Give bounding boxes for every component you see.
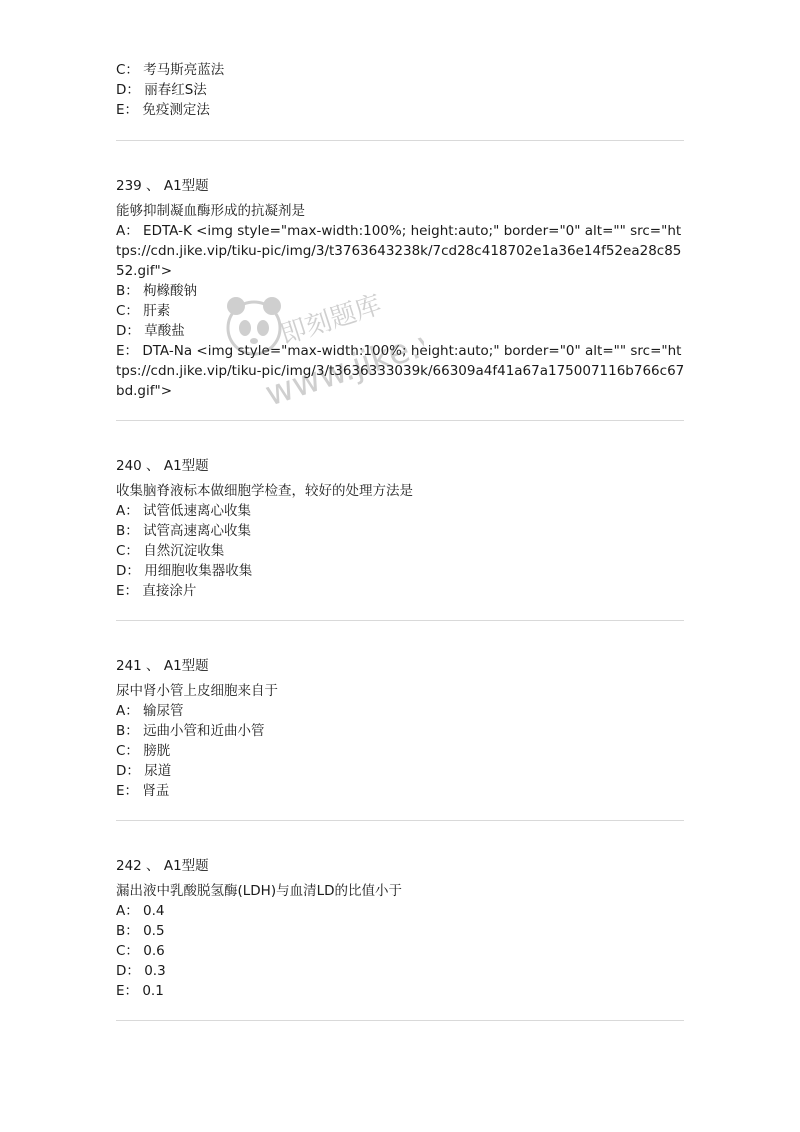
option-b: [116, 521, 686, 541]
question-header: 242 、 A1型题: [116, 858, 209, 874]
option-d: [116, 761, 686, 781]
option-text: 用细胞收集器收集: [144, 563, 253, 579]
question-242: [116, 856, 686, 1001]
option-label: B：: [116, 523, 139, 539]
option-c: [116, 301, 686, 321]
option-text: 肝素: [143, 303, 171, 319]
option-b: [116, 721, 686, 741]
option-text: 远曲小管和近曲小管: [143, 723, 265, 739]
option-text: 0.5: [143, 923, 165, 939]
option-text: 自然沉淀收集: [143, 543, 225, 559]
option-text: 输尿管: [143, 703, 184, 719]
question-stem: 收集脑脊液标本做细胞学检查，较好的处理方法是: [116, 483, 413, 499]
option-text: 膀胱: [143, 743, 171, 759]
option-label: A：: [116, 703, 139, 719]
option-label: D：: [116, 763, 140, 779]
option-d: [116, 561, 686, 581]
option-label: C：: [116, 303, 139, 319]
option-d: [116, 80, 686, 100]
option-label: E：: [116, 983, 139, 999]
question-stem: 尿中肾小管上皮细胞来自于: [116, 683, 278, 699]
divider: [116, 140, 684, 141]
option-label: C：: [116, 62, 139, 78]
option-text: 尿道: [144, 763, 172, 779]
watermark-cn: 即刻题库: [276, 289, 386, 351]
option-b: [116, 921, 686, 941]
option-e: [116, 781, 686, 801]
option-label: D：: [116, 323, 140, 339]
question-stem: 能够抑制凝血酶形成的抗凝剂是: [116, 203, 305, 219]
watermark-url: www.jike.vip: [260, 311, 424, 415]
option-label: E：: [116, 102, 139, 118]
question-header: 241 、 A1型题: [116, 658, 209, 674]
carryover-options: [116, 60, 686, 120]
question-stem: 漏出液中乳酸脱氢酶(LDH)与血清LD的比值小于: [116, 883, 403, 899]
option-label: B：: [116, 723, 139, 739]
option-label: A：: [116, 223, 139, 239]
option-label: D：: [116, 563, 140, 579]
divider: [116, 620, 684, 621]
divider: [116, 420, 684, 421]
divider: [116, 820, 684, 821]
option-c: [116, 60, 686, 80]
question-239: [116, 176, 686, 401]
option-text: 试管高速离心收集: [143, 523, 252, 539]
option-label: E：: [116, 343, 139, 359]
option-label: C：: [116, 743, 139, 759]
option-e: [116, 581, 686, 601]
option-c: [116, 941, 686, 961]
option-d: [116, 321, 686, 341]
option-label: B：: [116, 283, 139, 299]
option-label: E：: [116, 583, 139, 599]
option-c: [116, 741, 686, 761]
option-a: [116, 501, 686, 521]
option-label: A：: [116, 903, 139, 919]
option-text: 丽春红S法: [144, 82, 207, 98]
question-header: 240 、 A1型题: [116, 458, 209, 474]
option-text: 0.3: [144, 963, 166, 979]
option-a: [116, 901, 686, 921]
option-text: EDTA-K <img style="max-width:100%; height:auto;" border="0" alt="" src="https://cdn.jike.vip/tiku-pic/img/3/t3763643238k/7cd28c418702e1a36e14f52ea28c8552.gif">: [116, 223, 682, 279]
question-header: 239 、 A1型题: [116, 178, 209, 194]
option-text: 0.1: [142, 983, 164, 999]
option-text: 0.4: [143, 903, 165, 919]
option-text: 免疫测定法: [142, 102, 210, 118]
question-240: [116, 456, 686, 601]
option-text: 肾盂: [142, 783, 170, 799]
option-e: [116, 981, 686, 1001]
question-241: [116, 656, 686, 801]
option-text: 0.6: [143, 943, 165, 959]
option-a: [116, 701, 686, 721]
option-e: [116, 100, 686, 120]
option-a: [116, 221, 686, 281]
option-text: 草酸盐: [144, 323, 185, 339]
option-b: [116, 281, 686, 301]
option-label: E：: [116, 783, 139, 799]
option-label: D：: [116, 963, 140, 979]
option-text: 试管低速离心收集: [143, 503, 252, 519]
option-label: A：: [116, 503, 139, 519]
option-d: [116, 961, 686, 981]
option-c: [116, 541, 686, 561]
option-text: 枸橼酸钠: [143, 283, 198, 299]
option-text: DTA-Na <img style="max-width:100%; height:auto;" border="0" alt="" src="https://cdn.jike.vip/tiku-pic/img/3/t3636333039k/66309a4f41a67a175007116b766c67bd.gif">: [116, 343, 685, 399]
option-text: 直接涂片: [142, 583, 197, 599]
option-label: B：: [116, 923, 139, 939]
option-label: C：: [116, 943, 139, 959]
option-label: C：: [116, 543, 139, 559]
divider: [116, 1020, 684, 1021]
option-text: 考马斯亮蓝法: [143, 62, 225, 78]
option-e: [116, 341, 686, 401]
option-label: D：: [116, 82, 140, 98]
